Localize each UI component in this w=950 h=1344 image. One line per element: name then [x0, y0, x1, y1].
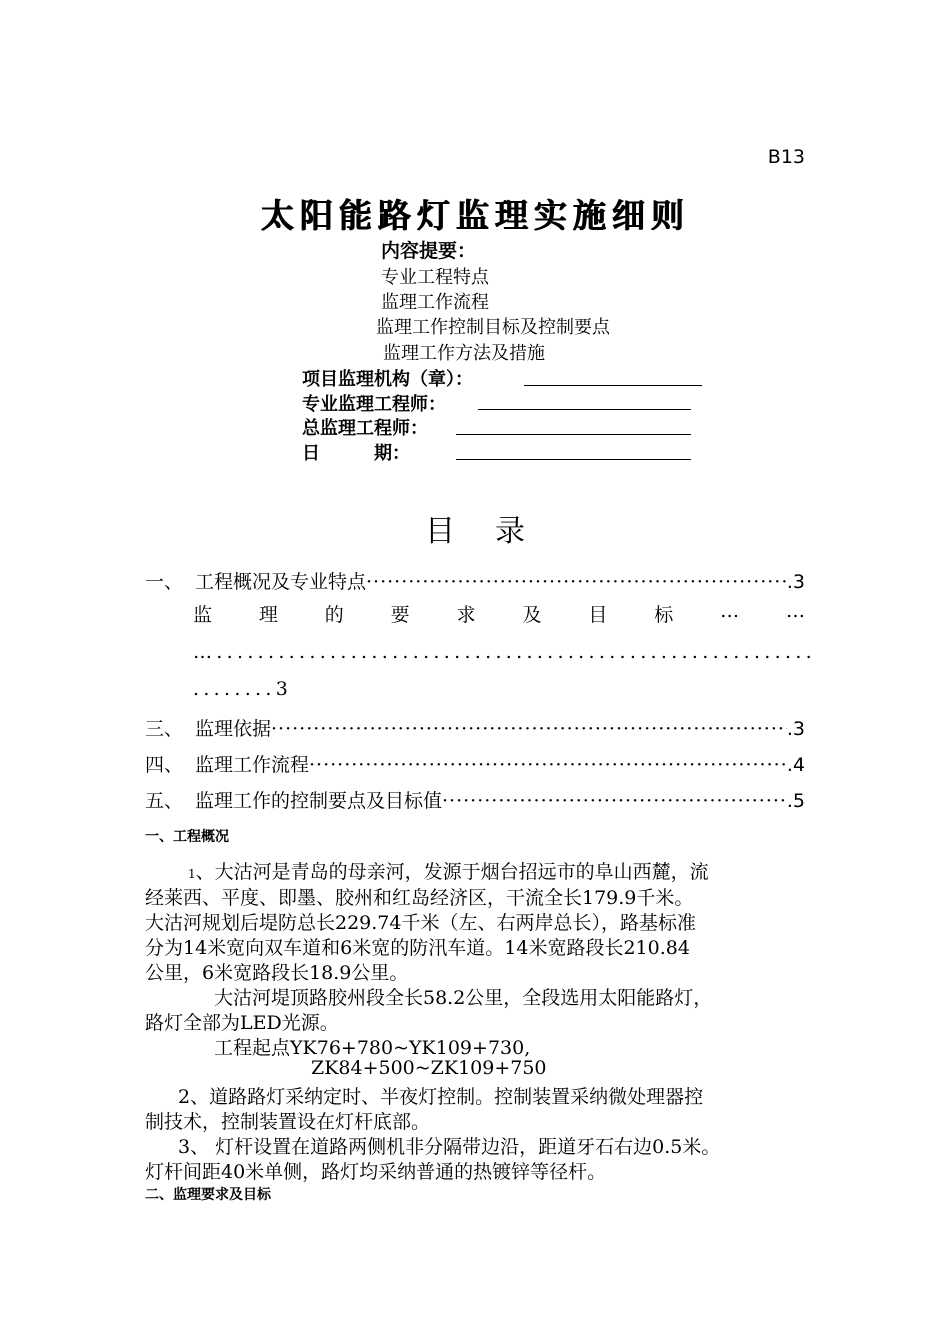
toc-entry-text: 监理工作流程 [195, 754, 310, 776]
paragraph-line: 3、 灯杆设置在道路两侧机非分隔带边沿，距道牙石右边0.5米。 [178, 1136, 721, 1158]
paragraph-line: 大沽河规划后堤防总长229.74千米（左、右两岸总长），路基标准 [145, 912, 696, 934]
toc-leader [309, 754, 787, 776]
paragraph-line: 经莱西、平度、即墨、胶州和红岛经济区，干流全长179.9千米。 [145, 887, 694, 909]
toc-entry-spread[interactable] [193, 600, 805, 627]
toc-char: … [786, 600, 805, 622]
toc-entry-page: .3 [786, 718, 805, 740]
toc-char: 要 [390, 604, 410, 626]
summary-item: 监理工作控制目标及控制要点 [376, 317, 610, 338]
document-title: 太阳能路灯监理实施细则 [260, 196, 690, 235]
paragraph-line: ZK84+500~ZK109+750 [311, 1057, 547, 1079]
toc-char: … [720, 600, 740, 622]
toc-entry-number: 三、 [145, 718, 184, 740]
engineer-line [478, 409, 691, 410]
toc-dot-line: ….......................................................... [193, 641, 816, 663]
toc-entry-number: 四、 [145, 754, 184, 776]
toc-entry-text: 监理依据 [195, 718, 272, 740]
summary-heading: 内容提要： [381, 240, 477, 262]
toc-leader [442, 790, 787, 812]
toc-entry[interactable] [145, 567, 805, 594]
toc-char: 理 [258, 604, 278, 626]
toc-entry-page: .3 [786, 571, 805, 593]
toc-char: 的 [324, 604, 344, 626]
toc-leader [271, 718, 787, 740]
paragraph-number: 1 [188, 867, 196, 881]
toc-entry[interactable] [145, 750, 805, 777]
document-code: B13 [767, 146, 805, 168]
summary-item: 专业工程特点 [381, 267, 489, 288]
chief-engineer-label: 总监理工程师： [302, 418, 428, 439]
org-seal-line [524, 385, 702, 386]
paragraph-text: 、大沽河是青岛的母亲河，发源于烟台招远市的阜山西麓，流 [195, 861, 709, 883]
chief-engineer-line [456, 434, 691, 435]
summary-item: 监理工作流程 [381, 292, 489, 313]
toc-char: 目 [588, 604, 608, 626]
paragraph-line: 大沽河堤顶路胶州段全长58.2公里，全段选用太阳能路灯， [214, 987, 713, 1009]
section-heading: 一、工程概况 [145, 829, 229, 845]
paragraph-line: 路灯全部为LED光源。 [145, 1012, 339, 1034]
org-seal-label: 项目监理机构（章）： [302, 369, 473, 390]
toc-title: 目录 [425, 514, 565, 549]
toc-entry[interactable] [145, 714, 805, 741]
paragraph-line: 灯杆间距40米单侧，路灯均采纳普通的热镀锌等径杆。 [145, 1161, 607, 1183]
engineer-label: 专业监理工程师： [302, 394, 446, 415]
paragraph-line: 2、道路路灯采纳定时、半夜灯控制。控制装置采纳微处理器控 [178, 1086, 704, 1108]
toc-char: 求 [456, 604, 476, 626]
paragraph-line: 公里，6米宽路段长18.9公里。 [145, 962, 409, 984]
toc-entry-number: 一、 [145, 571, 184, 593]
paragraph-line: 工程起点YK76+780~YK109+730, [214, 1037, 531, 1059]
toc-entry-page: .4 [786, 754, 805, 776]
toc-char: 监 [193, 604, 213, 626]
summary-item: 监理工作方法及措施 [383, 343, 545, 364]
paragraph-line: 分为14米宽向双车道和6米宽的防汛车道。14米宽路段长210.84 [145, 937, 690, 959]
toc-leader [366, 571, 787, 593]
toc-entry-text: 工程概况及专业特点 [195, 571, 367, 593]
section-heading: 二、监理要求及目标 [145, 1187, 271, 1203]
date-line [456, 459, 691, 460]
toc-char: 标 [654, 604, 674, 626]
date-label: 日 期： [302, 443, 410, 464]
toc-char: 及 [522, 604, 542, 626]
toc-entry-page: .5 [786, 790, 805, 812]
paragraph-line: 制技术，控制装置设在灯杆底部。 [145, 1111, 431, 1133]
paragraph-line [188, 857, 709, 884]
toc-dot-line-page: ........3 [193, 678, 293, 700]
toc-entry-number: 五、 [145, 790, 184, 812]
toc-entry[interactable] [145, 786, 805, 813]
toc-entry-text: 监理工作的控制要点及目标值 [195, 790, 443, 812]
